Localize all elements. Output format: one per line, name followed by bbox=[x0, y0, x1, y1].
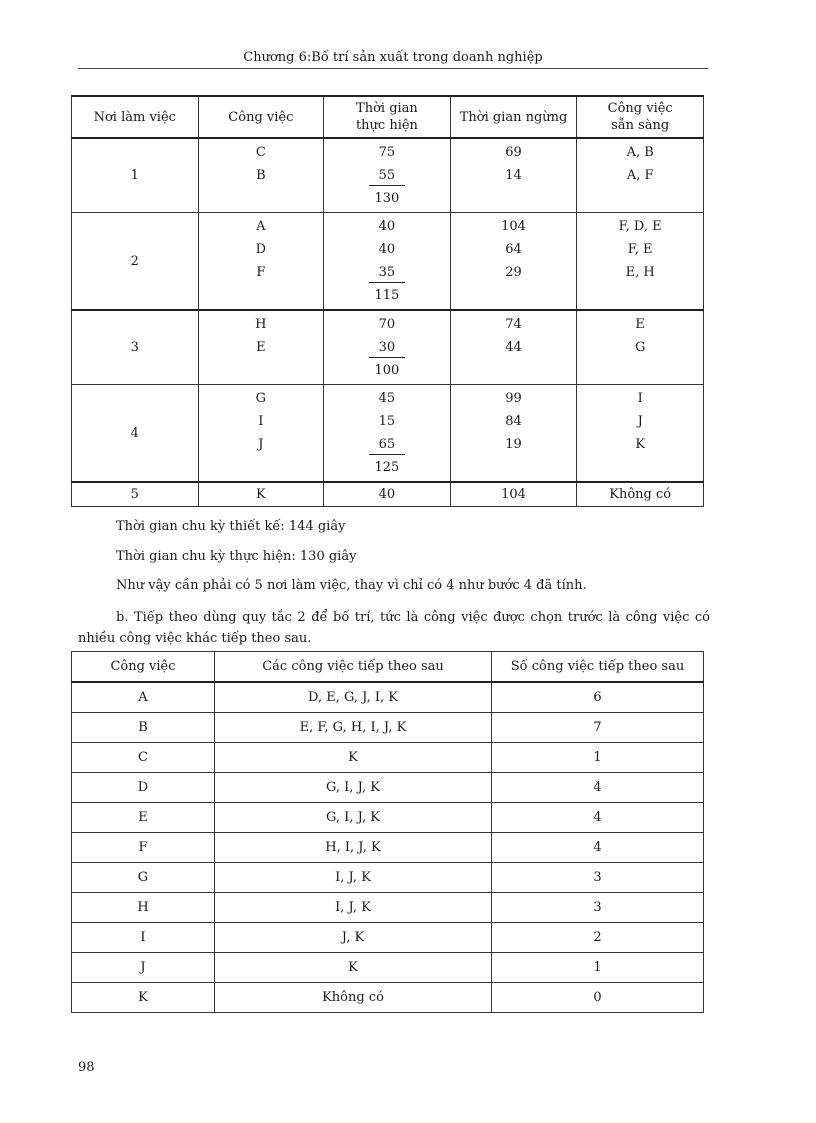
successors-cell: K bbox=[215, 743, 492, 773]
count-cell: 4 bbox=[492, 803, 704, 833]
ready-value: K bbox=[635, 437, 646, 452]
table-row bbox=[72, 385, 704, 483]
idle-value: 104 bbox=[450, 482, 577, 507]
station-cell: 1 bbox=[72, 138, 199, 213]
station-cell: 4 bbox=[72, 385, 199, 483]
idle-value: 74 bbox=[505, 317, 522, 332]
table-row bbox=[72, 743, 704, 773]
job-cell: F bbox=[72, 833, 215, 863]
header-time: Thời gian thực hiện bbox=[324, 96, 451, 138]
table-row bbox=[72, 713, 704, 743]
station-cell: 5 bbox=[72, 482, 199, 507]
rule-two-paragraph: b. Tiếp theo dùng quy tắc 2 để bố trí, tức là công việc được chọn trước là công việc có nhiều công việc khác tiếp theo sau. bbox=[78, 610, 710, 646]
ready-value: A, F bbox=[626, 168, 654, 183]
table-row bbox=[72, 893, 704, 923]
conclusion-text: Như vậy cần phải có 5 nơi làm việc, thay vì chỉ có 4 như bước 4 đã tính. bbox=[116, 578, 587, 593]
job-cell: E bbox=[72, 803, 215, 833]
design-cycle-text: Thời gian chu kỳ thiết kế: 144 giây bbox=[116, 519, 346, 534]
time-value: 15 bbox=[378, 414, 396, 429]
job-value: C bbox=[255, 145, 266, 160]
idle-value: 44 bbox=[505, 340, 522, 355]
table-row bbox=[72, 310, 704, 385]
ready-value: F, E bbox=[627, 242, 653, 257]
table-row bbox=[72, 138, 704, 213]
time-value: 30 bbox=[369, 339, 406, 358]
job-cell: D bbox=[72, 773, 215, 803]
job-value: H bbox=[255, 317, 267, 332]
idle-value: 84 bbox=[505, 414, 522, 429]
idle-value: 104 bbox=[501, 219, 526, 234]
job-value: G bbox=[255, 391, 267, 406]
idle-cell bbox=[450, 385, 577, 483]
time-value: 55 bbox=[369, 167, 406, 186]
time-value: 35 bbox=[369, 264, 406, 283]
workstation-table bbox=[71, 95, 704, 507]
job-cell: A bbox=[72, 682, 215, 713]
times-cell bbox=[324, 385, 451, 483]
successors-cell: D, E, G, J, I, K bbox=[215, 682, 492, 713]
count-cell: 6 bbox=[492, 682, 704, 713]
job-cell: K bbox=[72, 983, 215, 1013]
time-value: 45 bbox=[378, 391, 396, 406]
station-cell: 3 bbox=[72, 310, 199, 385]
idle-value: 99 bbox=[505, 391, 522, 406]
job-cell: B bbox=[72, 713, 215, 743]
ready-value: E, H bbox=[625, 265, 655, 280]
successors-cell: E, F, G, H, I, J, K bbox=[215, 713, 492, 743]
ready-cell bbox=[577, 138, 704, 213]
header-successor-count: Số công việc tiếp theo sau bbox=[492, 652, 704, 683]
job-value: I bbox=[258, 414, 264, 429]
table-row bbox=[72, 863, 704, 893]
table-row bbox=[72, 682, 704, 713]
job-value: J bbox=[258, 437, 264, 452]
count-cell: 4 bbox=[492, 833, 704, 863]
count-cell: 2 bbox=[492, 923, 704, 953]
jobs-cell bbox=[198, 385, 324, 483]
count-cell: 0 bbox=[492, 983, 704, 1013]
job-value: F bbox=[256, 265, 266, 280]
count-cell: 1 bbox=[492, 743, 704, 773]
successors-cell: H, I, J, K bbox=[215, 833, 492, 863]
header-successors: Các công việc tiếp theo sau bbox=[215, 652, 492, 683]
header-job: Công việc bbox=[198, 96, 324, 138]
successors-cell: K bbox=[215, 953, 492, 983]
times-cell bbox=[324, 310, 451, 385]
time-value: 65 bbox=[369, 436, 406, 455]
times-cell bbox=[324, 213, 451, 311]
job-value: K bbox=[198, 482, 324, 507]
table-header-row bbox=[72, 652, 704, 683]
successors-cell: G, I, J, K bbox=[215, 773, 492, 803]
ready-value: G bbox=[634, 340, 646, 355]
station-cell: 2 bbox=[72, 213, 199, 311]
ready-cell bbox=[577, 385, 704, 483]
time-value: 40 bbox=[324, 482, 451, 507]
table-row bbox=[72, 923, 704, 953]
job-value: B bbox=[256, 168, 266, 183]
successors-cell: J, K bbox=[215, 923, 492, 953]
time-total: 130 bbox=[374, 191, 400, 206]
idle-cell bbox=[450, 138, 577, 213]
actual-cycle-text: Thời gian chu kỳ thực hiện: 130 giây bbox=[116, 549, 357, 564]
ready-value: A, B bbox=[626, 145, 654, 160]
times-cell bbox=[324, 138, 451, 213]
ready-value: F, D, E bbox=[618, 219, 662, 234]
jobs-cell bbox=[198, 138, 324, 213]
ready-cell bbox=[577, 213, 704, 311]
time-value: 75 bbox=[378, 145, 396, 160]
idle-value: 19 bbox=[505, 437, 522, 452]
ready-value: E bbox=[635, 317, 645, 332]
idle-value: 64 bbox=[505, 242, 522, 257]
count-cell: 3 bbox=[492, 863, 704, 893]
time-value: 40 bbox=[378, 219, 396, 234]
time-total: 115 bbox=[374, 288, 400, 303]
time-total: 125 bbox=[374, 460, 400, 475]
header-idle: Thời gian ngừng bbox=[450, 96, 577, 138]
job-value: E bbox=[256, 340, 266, 355]
table-row bbox=[72, 983, 704, 1013]
successors-cell: G, I, J, K bbox=[215, 803, 492, 833]
page-header-title: Chương 6:Bố trí sản xuất trong doanh nghiệp bbox=[243, 50, 543, 65]
table-header-row bbox=[72, 96, 704, 138]
jobs-cell bbox=[198, 310, 324, 385]
header-rule bbox=[78, 68, 708, 69]
successors-cell: Không có bbox=[215, 983, 492, 1013]
job-value: D bbox=[255, 242, 267, 257]
job-value: A bbox=[256, 219, 266, 234]
table-row bbox=[72, 953, 704, 983]
successor-table bbox=[71, 651, 704, 1013]
job-cell: C bbox=[72, 743, 215, 773]
time-total: 100 bbox=[374, 363, 400, 378]
job-cell: J bbox=[72, 953, 215, 983]
idle-value: 29 bbox=[505, 265, 522, 280]
count-cell: 3 bbox=[492, 893, 704, 923]
job-cell: G bbox=[72, 863, 215, 893]
time-value: 40 bbox=[378, 242, 396, 257]
time-value: 70 bbox=[378, 317, 396, 332]
count-cell: 4 bbox=[492, 773, 704, 803]
table-row bbox=[72, 773, 704, 803]
job-cell: I bbox=[72, 923, 215, 953]
header-job: Công việc bbox=[72, 652, 215, 683]
count-cell: 7 bbox=[492, 713, 704, 743]
idle-cell bbox=[450, 213, 577, 311]
table-row bbox=[72, 803, 704, 833]
idle-cell bbox=[450, 310, 577, 385]
idle-value: 14 bbox=[505, 168, 522, 183]
ready-value: J bbox=[637, 414, 643, 429]
table-row bbox=[72, 482, 704, 507]
ready-cell bbox=[577, 310, 704, 385]
job-cell: H bbox=[72, 893, 215, 923]
successors-cell: I, J, K bbox=[215, 893, 492, 923]
idle-value: 69 bbox=[505, 145, 522, 160]
header-station: Nơi làm việc bbox=[72, 96, 199, 138]
successors-cell: I, J, K bbox=[215, 863, 492, 893]
page-number: 98 bbox=[78, 1060, 95, 1075]
count-cell: 1 bbox=[492, 953, 704, 983]
ready-value: I bbox=[637, 391, 643, 406]
ready-value: Không có bbox=[577, 482, 704, 507]
header-ready: Công việc sẵn sàng bbox=[577, 96, 704, 138]
table-row bbox=[72, 833, 704, 863]
table-row bbox=[72, 213, 704, 311]
jobs-cell bbox=[198, 213, 324, 311]
